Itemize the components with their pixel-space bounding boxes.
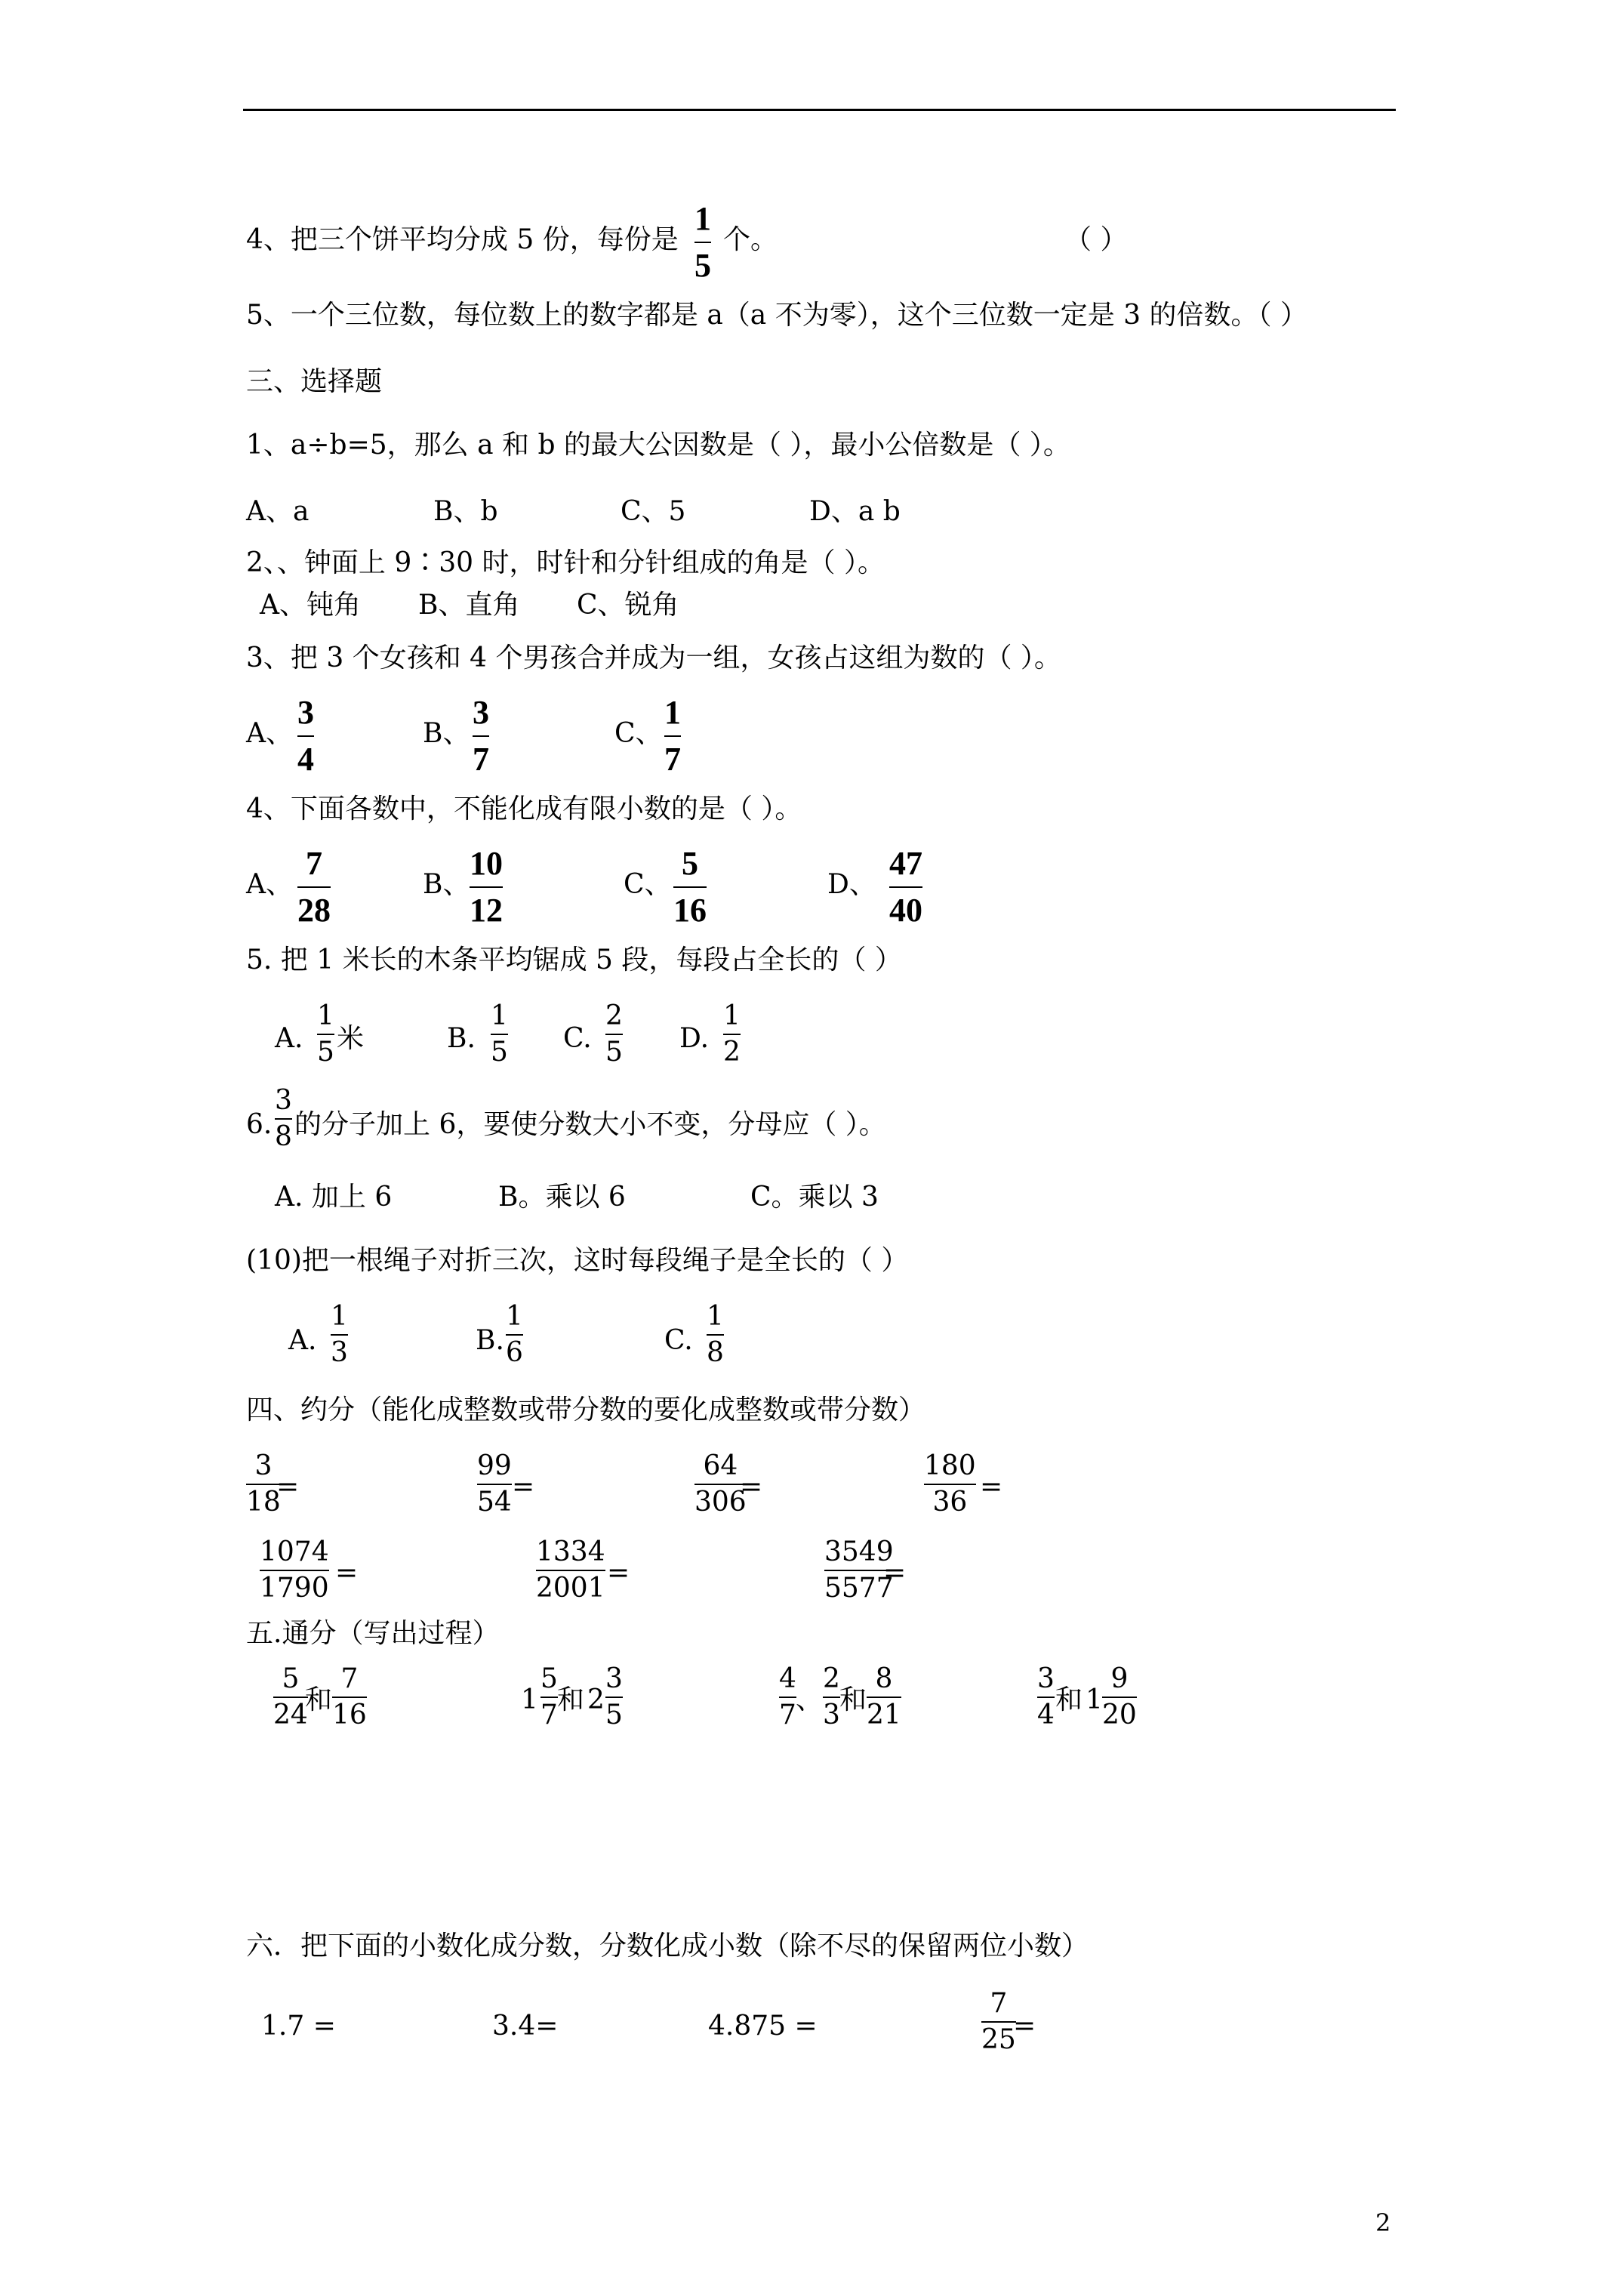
choice-q5-option-a-label[interactable]: A. <box>275 1023 303 1054</box>
header-rule <box>243 109 1396 111</box>
choice-q4-option-c-fraction[interactable]: 5 16 <box>673 845 707 929</box>
choice-q5-option-a-unit: 米 <box>337 1023 365 1054</box>
convert-item-3[interactable]: 4.875 = <box>708 2011 818 2042</box>
reduce-answer-2[interactable]: = <box>512 1472 535 1502</box>
choice-q10-option-b-fraction[interactable]: 1 6 <box>506 1301 523 1368</box>
choice-q4-option-b-label[interactable]: B、 <box>423 869 470 900</box>
convert-item-2[interactable]: 3.4= <box>492 2011 559 2042</box>
choice-q10-option-c-label[interactable]: C. <box>664 1325 693 1356</box>
common-group-3-separator: 、 <box>796 1684 824 1715</box>
reduce-answer-6[interactable]: = <box>607 1558 630 1589</box>
choice-q1-option-a[interactable]: A、a <box>246 496 310 527</box>
common-pair-1-and: 和 <box>305 1684 333 1715</box>
choice-q4-option-d-label[interactable]: D、 <box>827 869 876 900</box>
reduce-answer-7[interactable]: = <box>883 1558 907 1589</box>
common-pair-2-fraction-b: 3 5 <box>605 1663 623 1730</box>
tf-q4-text: 4、把三个饼平均分成 5 份，每份是 <box>246 224 679 255</box>
common-pair-2-whole-a: 1 <box>521 1684 538 1715</box>
common-group-3-fraction-b: 2 3 <box>823 1663 840 1730</box>
common-pair-4-fraction-a: 3 4 <box>1037 1663 1055 1730</box>
choice-q4-option-d-fraction[interactable]: 47 40 <box>889 845 922 929</box>
common-pair-2-whole-b: 2 <box>587 1684 605 1715</box>
reduce-fraction-3: 64 306 <box>694 1450 747 1518</box>
choice-q2-option-b[interactable]: B、直角 <box>418 590 520 621</box>
choice-q6-text: 的分子加上 6，要使分数大小不变，分母应（ ）。 <box>294 1109 886 1140</box>
convert-item-1[interactable]: 1.7 = <box>261 2011 336 2042</box>
section-5-heading: 五.通分（写出过程） <box>246 1618 500 1649</box>
choice-q2-text: 2、、钟面上 9∶30 时，时针和分针组成的角是（ ）。 <box>246 547 885 578</box>
choice-q5-option-c-label[interactable]: C. <box>563 1023 592 1054</box>
choice-q6-option-c[interactable]: C。乘以 3 <box>750 1182 879 1213</box>
choice-q6-fraction: 3 8 <box>275 1085 292 1152</box>
choice-q5-option-c-fraction[interactable]: 2 5 <box>605 1000 623 1068</box>
common-pair-2-fraction-a: 5 7 <box>540 1663 558 1730</box>
choice-q3-text: 3、把 3 个女孩和 4 个男孩合并成为一组，女孩占这组为数的（ ）。 <box>246 643 1061 673</box>
choice-q1-option-c[interactable]: C、5 <box>621 496 686 527</box>
choice-q6-option-b[interactable]: B。乘以 6 <box>498 1182 626 1213</box>
convert-fraction: 7 25 <box>981 1988 1016 2055</box>
section-6-heading: 六．把下面的小数化成分数，分数化成小数（除不尽的保留两位小数） <box>246 1931 1089 1962</box>
choice-q1-option-d[interactable]: D、a b <box>809 496 901 527</box>
reduce-fraction-6: 1334 2001 <box>536 1536 605 1604</box>
choice-q3-option-c-fraction[interactable]: 1 7 <box>664 694 681 778</box>
choice-q10-option-c-fraction[interactable]: 1 8 <box>707 1301 724 1368</box>
choice-q4-option-c-label[interactable]: C、 <box>624 869 672 900</box>
page-number: 2 <box>1375 2208 1391 2237</box>
choice-q4-option-a-label[interactable]: A、 <box>246 869 293 900</box>
common-pair-1-fraction-a: 5 24 <box>273 1663 308 1730</box>
section-4-heading: 四、约分（能化成整数或带分数的要化成整数或带分数） <box>246 1395 926 1425</box>
choice-q3-option-b-label[interactable]: B、 <box>423 718 470 749</box>
common-group-3-fraction-a: 4 7 <box>779 1663 796 1730</box>
choice-q1-option-b[interactable]: B、b <box>433 496 498 527</box>
choice-q4-text: 4、下面各数中，不能化成有限小数的是（ ）。 <box>246 794 802 824</box>
choice-q5-text: 5. 把 1 米长的木条平均锯成 5 段，每段占全长的（ ） <box>246 945 902 975</box>
choice-q10-option-a-label[interactable]: A. <box>288 1325 317 1356</box>
choice-q10-text: (10)把一根绳子对折三次，这时每段绳子是全长的（ ） <box>246 1245 909 1276</box>
reduce-answer-5[interactable]: = <box>335 1558 359 1589</box>
reduce-fraction-4: 180 36 <box>924 1450 976 1518</box>
reduce-answer-4[interactable]: = <box>980 1472 1003 1502</box>
choice-q5-option-d-fraction[interactable]: 1 2 <box>723 1000 741 1068</box>
choice-q5-option-a-fraction[interactable]: 1 5 <box>317 1000 334 1068</box>
common-pair-4-whole: 1 <box>1086 1684 1103 1715</box>
section-3-heading: 三、选择题 <box>246 366 383 397</box>
choice-q5-option-d-label[interactable]: D. <box>679 1023 710 1054</box>
choice-q6-number: 6. <box>246 1109 273 1140</box>
reduce-answer-3[interactable]: = <box>740 1472 763 1502</box>
common-group-3-and: 和 <box>839 1684 867 1715</box>
reduce-answer-1[interactable]: = <box>276 1472 300 1502</box>
choice-q10-option-a-fraction[interactable]: 1 3 <box>331 1301 348 1368</box>
choice-q3-option-c-label[interactable]: C、 <box>614 718 663 749</box>
reduce-fraction-5: 1074 1790 <box>260 1536 329 1604</box>
tf-q4-answer-blank[interactable]: （ ） <box>1064 224 1128 255</box>
choice-q3-option-a-fraction[interactable]: 3 4 <box>297 694 314 778</box>
choice-q3-option-a-label[interactable]: A、 <box>246 718 293 749</box>
choice-q2-option-a[interactable]: A、钝角 <box>260 590 361 621</box>
tf-q5-text: 5、一个三位数，每位数上的数字都是 a（a 不为零），这个三位数一定是 3 的倍数。（ ） <box>246 300 1307 331</box>
choice-q5-option-b-label[interactable]: B. <box>447 1023 476 1054</box>
choice-q3-option-b-fraction[interactable]: 3 7 <box>473 694 489 778</box>
convert-fraction-answer[interactable]: = <box>1013 2011 1036 2042</box>
reduce-fraction-1: 3 18 <box>246 1450 281 1518</box>
choice-q6-option-a[interactable]: A. 加上 6 <box>275 1182 393 1213</box>
choice-q5-option-b-fraction[interactable]: 1 5 <box>491 1000 508 1068</box>
choice-q1-text: 1、a÷b=5，那么 a 和 b 的最大公因数是（ ），最小公倍数是（ ）。 <box>246 430 1070 461</box>
choice-q4-option-b-fraction[interactable]: 10 12 <box>470 845 503 929</box>
common-pair-2-and: 和 <box>557 1684 585 1715</box>
common-group-3-fraction-c: 8 21 <box>867 1663 901 1730</box>
reduce-fraction-7: 3549 5577 <box>824 1536 894 1604</box>
common-pair-1-fraction-b: 7 16 <box>332 1663 367 1730</box>
tf-q4-unit: 个。 <box>723 224 778 255</box>
common-pair-4-fraction-b: 9 20 <box>1102 1663 1137 1730</box>
choice-q10-option-b-label[interactable]: B. <box>476 1325 504 1356</box>
common-pair-4-and: 和 <box>1055 1684 1083 1715</box>
choice-q4-option-a-fraction[interactable]: 7 28 <box>297 845 331 929</box>
reduce-fraction-2: 99 54 <box>477 1450 512 1518</box>
tf-q4-fraction: 1 5 <box>694 200 711 284</box>
choice-q2-option-c[interactable]: C、锐角 <box>577 590 679 621</box>
